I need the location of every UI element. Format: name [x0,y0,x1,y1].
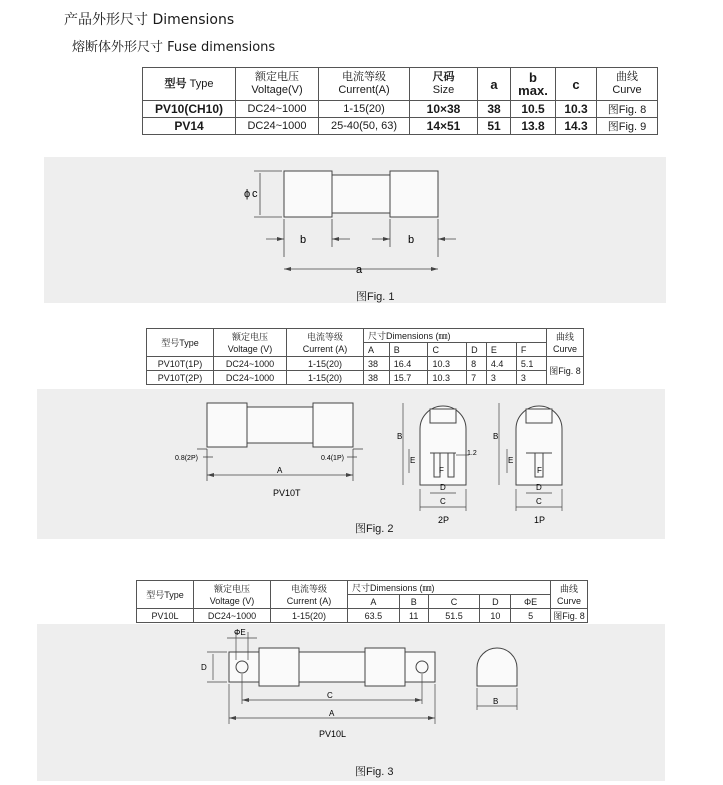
figure-3-panel [37,624,665,781]
header-curve: 曲线 Curve [597,68,658,101]
col-d: D [480,595,511,609]
cell-type: PV14 [143,118,236,135]
cell-c: 10.3 [428,357,467,371]
table-header-row [137,581,588,595]
product-dimensions-heading: 产品外形尺寸 Dimensions [64,12,235,28]
header-type: 型号 Type [143,68,236,101]
figure-1-caption: 图Fig. 1 [356,291,395,303]
table-row [143,118,658,135]
header-voltage: 额定电压 Voltage (V) [214,329,287,357]
header-curve: 曲线 Curve [547,329,584,357]
cell-c: 51.5 [428,609,480,623]
figure-2-panel [37,389,665,539]
label-phi: ϕ [244,188,251,200]
cell-size: 14×51 [410,118,478,135]
cell-curve: 图Fig. 8 [597,101,658,118]
figure-3-caption: 图Fig. 3 [355,766,394,778]
figure-2-caption: 图Fig. 2 [355,523,394,535]
header-curve: 曲线 Curve [551,581,588,609]
cell-current: 1-15(20) [319,101,410,118]
header-c: c [556,68,597,101]
pv10l-drawing [37,624,665,781]
cell-c: 10.3 [428,371,467,385]
cell-b: 15.7 [389,371,428,385]
cell-type: PV10T(1P) [147,357,214,371]
table-row [143,101,658,118]
fuse-spec-table [142,67,658,135]
header-voltage: 额定电压 Voltage (V) [194,581,271,609]
cell-curve: 图Fig. 9 [597,118,658,135]
cell-voltage: DC24~1000 [214,357,287,371]
label-dim-b-1p: B [493,432,499,441]
cell-voltage: DC24~1000 [194,609,271,623]
fuse-outline-drawing [44,157,666,303]
header-type: 型号Type [137,581,194,609]
cell-b: 16.4 [389,357,428,371]
cell-a: 51 [478,118,511,135]
cell-c: 14.3 [556,118,597,135]
pv10t-drawing [37,389,665,539]
label-model-pv10t: PV10T [273,488,301,498]
pv10t-spec-table [146,328,584,385]
label-dim-f-2p: F [439,466,444,475]
label-dim-d: D [201,663,207,672]
header-current: 电流等级 Current (A) [271,581,348,609]
cell-b: 10.5 [511,101,556,118]
cell-f: 3 [516,371,546,385]
header-dimensions: 尺寸Dimensions (㎜) [348,581,551,595]
cell-current: 1-15(20) [287,371,364,385]
label-model-pv10l: PV10L [319,729,347,739]
label-dim-f-1p: F [537,466,542,475]
label-dim-e-1p: E [508,456,514,465]
col-c: C [428,595,480,609]
col-a: A [348,595,400,609]
cell-curve: 图Fig. 8 [547,357,584,385]
col-f: F [516,343,546,357]
label-b-right: b [408,234,415,246]
label-a: a [356,264,363,276]
label-dim-phie: ΦE [234,628,246,637]
label-dim-e-2p: E [410,456,416,465]
header-a: a [478,68,511,101]
cell-current: 1-15(20) [271,609,348,623]
cell-b: 11 [399,609,428,623]
cell-d: 8 [467,357,487,371]
cell-voltage: DC24~1000 [214,371,287,385]
header-current: 电流等级 Current (A) [287,329,364,357]
cell-f: 5.1 [516,357,546,371]
table-header-row [147,329,584,343]
cell-type: PV10L [137,609,194,623]
label-view-2p: 2P [438,515,450,525]
header-size: 尺码 Size [410,68,478,101]
cell-a: 38 [364,357,390,371]
label-dim-b: B [493,697,499,706]
col-b: B [389,343,428,357]
cell-c: 10.3 [556,101,597,118]
header-voltage: 额定电压 Voltage(V) [236,68,319,101]
fuse-dimensions-heading: 熔断体外形尺寸 Fuse dimensions [72,40,276,55]
cell-a: 63.5 [348,609,400,623]
label-pin-1p: 0.4(1P) [321,455,344,462]
header-type: 型号Type [147,329,214,357]
cell-current: 25-40(50, 63) [319,118,410,135]
header-dimensions: 尺寸Dimensions (㎜) [364,329,547,343]
col-a: A [364,343,390,357]
figure-1-panel [44,157,666,303]
cell-curve: 图Fig. 8 [551,609,588,623]
label-dim-c-2p: C [440,497,446,506]
col-d: D [467,343,487,357]
col-b: B [399,595,428,609]
table-header-row [143,68,658,101]
cell-voltage: DC24~1000 [236,118,319,135]
header-b: b max. [511,68,556,101]
cell-type: PV10T(2P) [147,371,214,385]
cell-type: PV10(CH10) [143,101,236,118]
cell-voltage: DC24~1000 [236,101,319,118]
table-row [147,357,584,371]
cell-b: 13.8 [511,118,556,135]
col-phie: ΦE [511,595,551,609]
header-current: 电流等级 Current(A) [319,68,410,101]
cell-e: 4.4 [486,357,516,371]
label-b-left: b [300,234,307,246]
label-dim-b-2p: B [397,432,403,441]
label-dim-d-2p: D [440,483,446,492]
label-c: c [252,188,258,200]
cell-phie: 5 [511,609,551,623]
table-row [137,609,588,623]
cell-a: 38 [364,371,390,385]
cell-current: 1-15(20) [287,357,364,371]
col-c: C [428,343,467,357]
cell-size: 10×38 [410,101,478,118]
label-dim-c: C [327,691,333,700]
cell-d: 7 [467,371,487,385]
label-dim-a: A [277,466,283,475]
cell-d: 10 [480,609,511,623]
col-e: E [486,343,516,357]
table-row [147,371,584,385]
cell-e: 3 [486,371,516,385]
cell-a: 38 [478,101,511,118]
label-dim-a: A [329,709,335,718]
label-view-1p: 1P [534,515,546,525]
label-gap: 1.2 [467,450,477,457]
label-pin-2p: 0.8(2P) [175,455,198,462]
label-dim-c-1p: C [536,497,542,506]
label-dim-d-1p: D [536,483,542,492]
pv10l-spec-table [136,580,588,623]
